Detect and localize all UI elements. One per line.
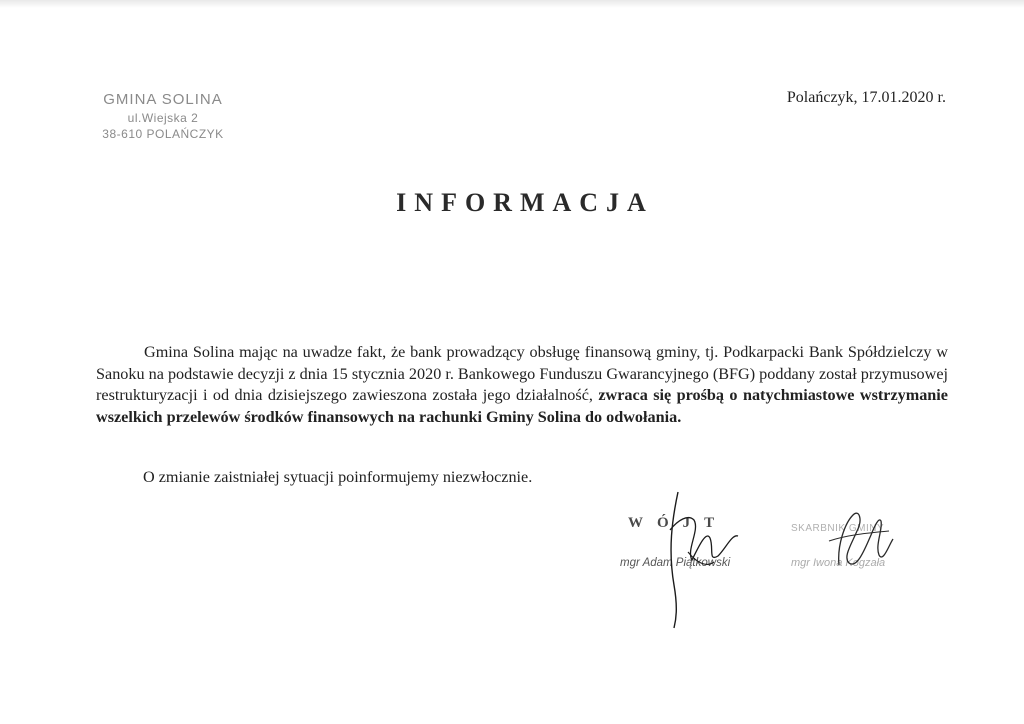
signature-name-skarbnik: mgr Iwona Kogzała bbox=[791, 557, 886, 569]
body-paragraph bbox=[96, 342, 948, 428]
signature-role-skarbnik: SKARBNIK GMINY bbox=[791, 523, 885, 534]
handwritten-signature-skarbnik bbox=[819, 505, 899, 575]
scan-edge-shadow bbox=[0, 0, 1024, 8]
handwritten-signature-wojt bbox=[648, 490, 758, 630]
document-title: INFORMACJA bbox=[396, 188, 654, 217]
body-text-regular: Gmina Solina mając na uwadze fakt, że bank prowadzący obsługę finansową gminy, tj. Podkarpacki Bank Spółdzielczy w Sanoku na podstawie decyzji z dnia 15 stycznia 2020 r. Bankowego Funduszu Gwarancyjnego (BFG) poddany został przymusowej restrukturyzacji i od dnia dzisiejszego zawieszona została jego działalność, bbox=[96, 343, 948, 404]
signature-name-wojt: mgr Adam Piątkowski bbox=[620, 557, 731, 569]
body-text-bold: zwraca się prośbą o natychmiastowe wstrzymanie wszelkich przelewów środków finansowych na rachunki Gminy Solina do odwołania. bbox=[96, 386, 948, 426]
signature-role-wojt: WÓJT bbox=[628, 515, 729, 531]
document-date: Polańczyk, 17.01.2020 r. bbox=[786, 89, 946, 106]
closing-sentence: O zmianie zaistniałej sytuacji poinformujemy niezwłocznie. bbox=[143, 468, 533, 486]
stamp-line-3: 38-610 POLAŃCZYK bbox=[102, 127, 224, 141]
office-stamp bbox=[88, 90, 238, 142]
stamp-line-2: ul.Wiejska 2 bbox=[127, 111, 199, 125]
signature-wojt bbox=[610, 505, 780, 625]
stamp-line-1: GMINA SOLINA bbox=[103, 91, 223, 108]
signature-skarbnik bbox=[785, 505, 915, 585]
